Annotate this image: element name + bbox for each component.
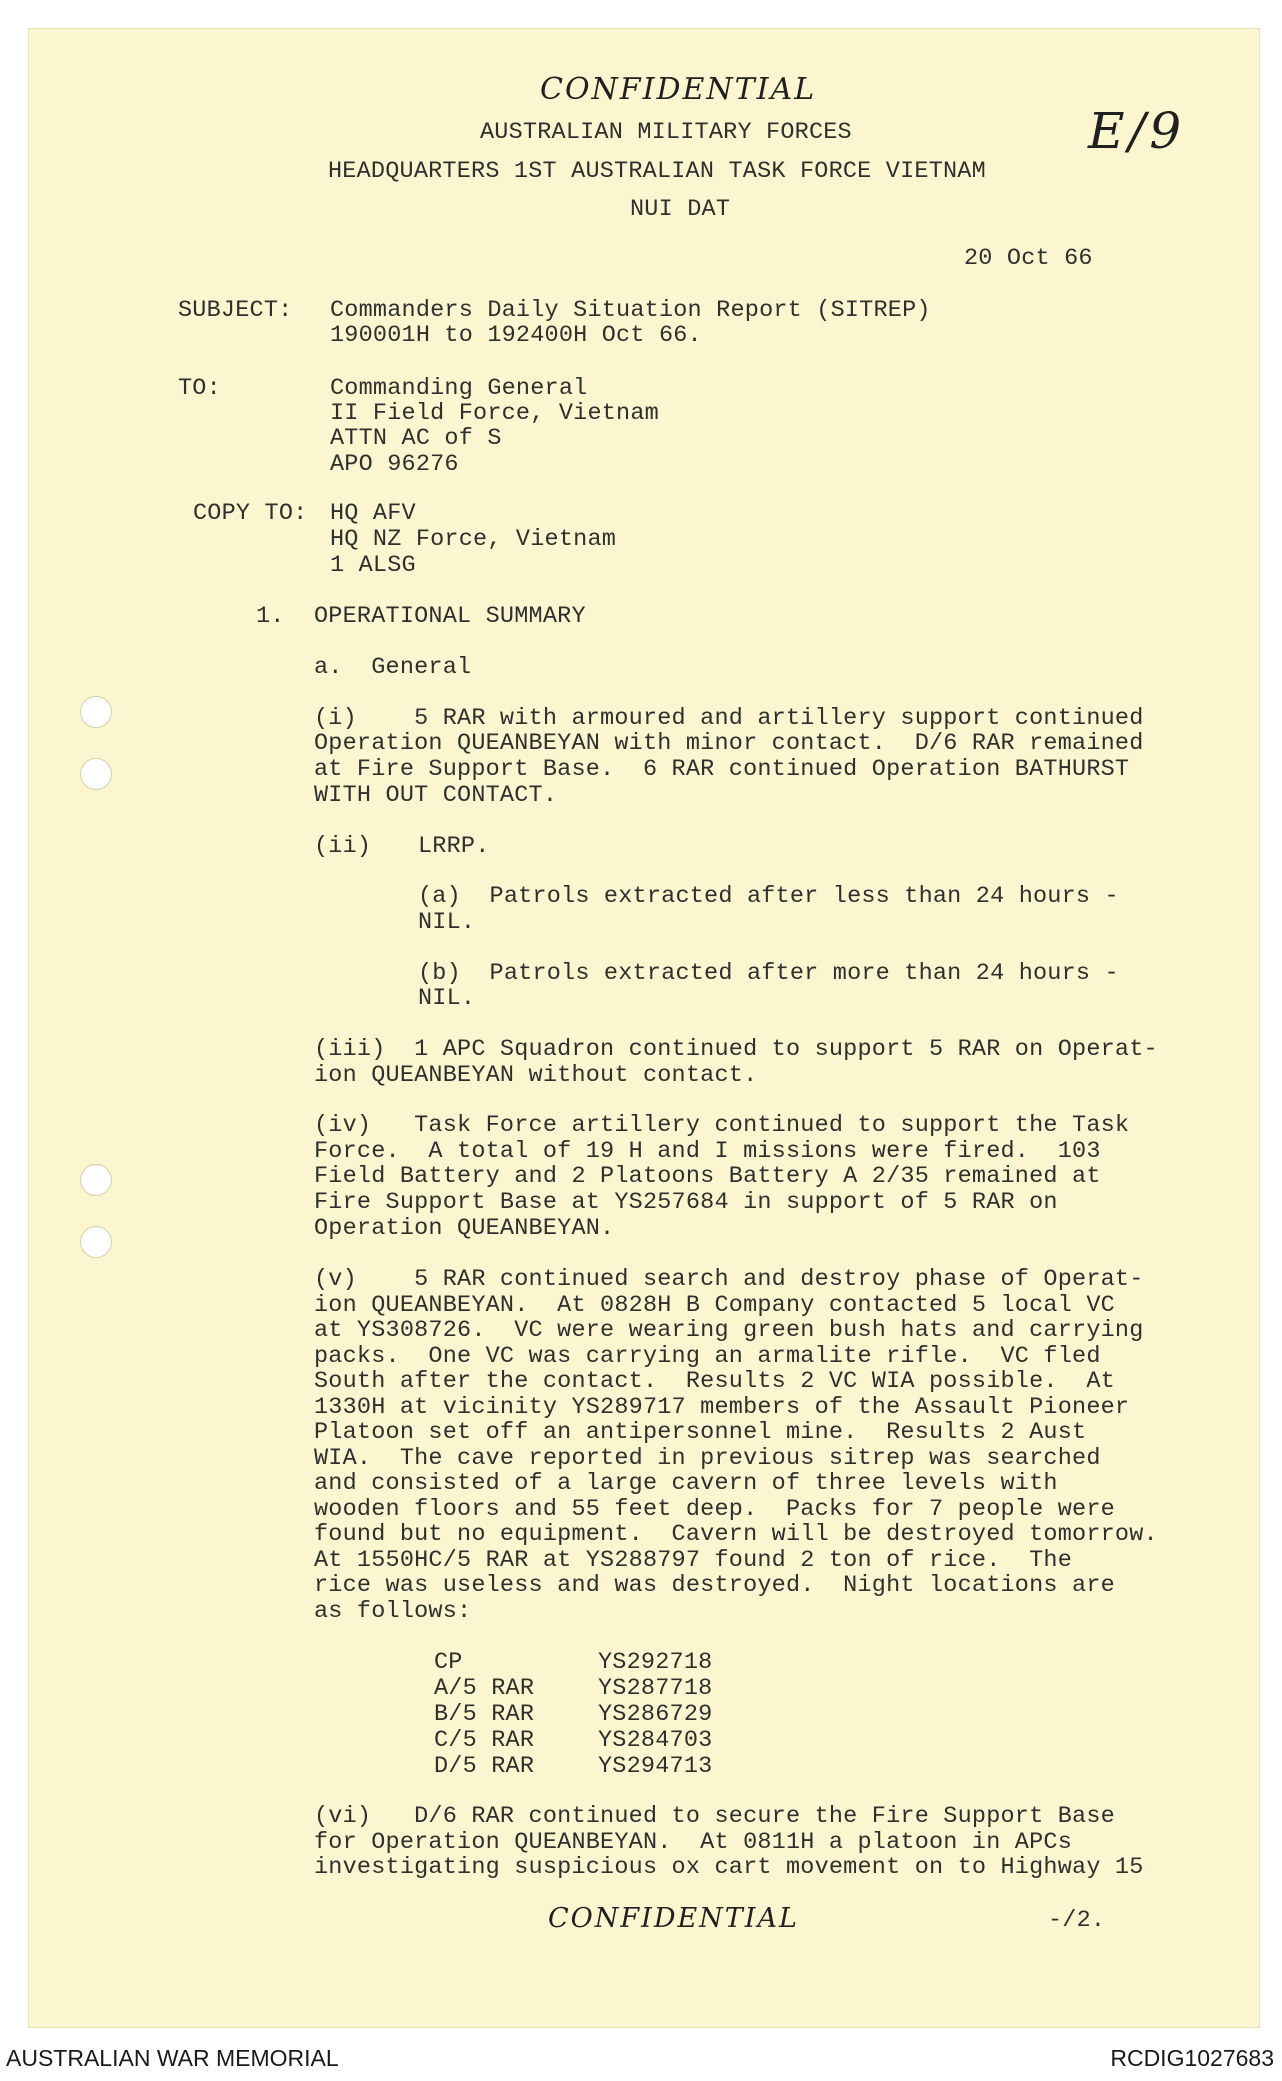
para-vi-line: (vi) D/6 RAR continued to secure the Fire Support Base bbox=[314, 1803, 1115, 1830]
location-grid: YS294713 bbox=[598, 1753, 713, 1780]
para-iv-line: Field Battery and 2 Platoons Battery A 2/35 remained at bbox=[314, 1163, 1101, 1190]
to-label: TO: bbox=[178, 375, 221, 402]
para-iv-line: (iv) Task Force artillery continued to support the Task bbox=[314, 1112, 1130, 1139]
para-ii-b-line: (b) Patrols extracted after more than 24 hours - bbox=[418, 960, 1119, 987]
to-line: ATTN AC of S bbox=[330, 425, 502, 452]
para-v-line: (v) 5 RAR continued search and destroy phase of Operat- bbox=[314, 1266, 1144, 1293]
location-unit: B/5 RAR bbox=[434, 1701, 535, 1728]
location-grid: YS287718 bbox=[598, 1675, 713, 1702]
header-line-1: AUSTRALIAN MILITARY FORCES bbox=[480, 119, 852, 146]
subsection-a: a. General bbox=[314, 654, 472, 681]
location-unit: C/5 RAR bbox=[434, 1727, 535, 1754]
copy-to-label: COPY TO: bbox=[193, 500, 308, 527]
subject-label: SUBJECT: bbox=[178, 297, 293, 324]
section-number: 1. bbox=[256, 603, 285, 630]
location-unit: CP bbox=[434, 1649, 463, 1676]
para-v-line: as follows: bbox=[314, 1598, 472, 1625]
punch-hole bbox=[80, 1226, 112, 1258]
para-ii-b-line: NIL. bbox=[418, 985, 476, 1012]
para-iii-line: (iii) 1 APC Squadron continued to support 5 RAR on Operat- bbox=[314, 1036, 1158, 1063]
para-v-line: at YS308726. VC were wearing green bush hats and carrying bbox=[314, 1317, 1144, 1344]
para-ii-a-line: NIL. bbox=[418, 909, 476, 936]
para-ii-label: (ii) bbox=[314, 833, 372, 860]
para-v-line: found but no equipment. Cavern will be destroyed tomorrow. bbox=[314, 1521, 1158, 1548]
subject-line-1: Commanders Daily Situation Report (SITREP) bbox=[330, 297, 931, 324]
file-code: E/9 bbox=[1088, 102, 1186, 160]
para-i-line: WITH OUT CONTACT. bbox=[314, 782, 558, 809]
page-continuation: -/2. bbox=[1048, 1907, 1106, 1934]
subject-line-2: 190001H to 192400H Oct 66. bbox=[330, 322, 702, 349]
para-v-line: South after the contact. Results 2 VC WIA possible. At bbox=[314, 1368, 1115, 1395]
location-unit: D/5 RAR bbox=[434, 1753, 535, 1780]
para-v-line: 1330H at vicinity YS289717 members of the Assault Pioneer bbox=[314, 1394, 1130, 1421]
para-v-line: rice was useless and was destroyed. Night locations are bbox=[314, 1572, 1115, 1599]
punch-hole bbox=[80, 696, 112, 728]
copy-to-line: 1 ALSG bbox=[330, 552, 416, 579]
para-i-line: at Fire Support Base. 6 RAR continued Operation BATHURST bbox=[314, 756, 1130, 783]
para-vi-line: for Operation QUEANBEYAN. At 0811H a platoon in APCs bbox=[314, 1829, 1073, 1856]
section-title: OPERATIONAL SUMMARY bbox=[314, 603, 586, 630]
para-v-line: At 1550HC/5 RAR at YS288797 found 2 ton of rice. The bbox=[314, 1547, 1073, 1574]
para-ii-title: LRRP. bbox=[418, 833, 490, 860]
para-v-line: packs. One VC was carrying an armalite rifle. VC fled bbox=[314, 1343, 1101, 1370]
header-line-2: HEADQUARTERS 1ST AUSTRALIAN TASK FORCE VIETNAM bbox=[328, 158, 986, 185]
to-line: APO 96276 bbox=[330, 451, 459, 478]
confidential-stamp-top: CONFIDENTIAL bbox=[540, 72, 817, 107]
para-i-line: Operation QUEANBEYAN with minor contact. D/6 RAR remained bbox=[314, 730, 1144, 757]
para-ii-a-line: (a) Patrols extracted after less than 24 hours - bbox=[418, 883, 1119, 910]
confidential-stamp-bottom: CONFIDENTIAL bbox=[548, 1903, 799, 1934]
document-date: 20 Oct 66 bbox=[964, 245, 1093, 272]
para-vi-line: investigating suspicious ox cart movement on to Highway 15 bbox=[314, 1854, 1144, 1881]
copy-to-line: HQ NZ Force, Vietnam bbox=[330, 526, 617, 553]
copy-to-line: HQ AFV bbox=[330, 500, 416, 527]
para-v-line: and consisted of a large cavern of three levels with bbox=[314, 1470, 1058, 1497]
to-line: II Field Force, Vietnam bbox=[330, 400, 659, 427]
para-v-line: ion QUEANBEYAN. At 0828H B Company contacted 5 local VC bbox=[314, 1292, 1115, 1319]
para-iv-line: Operation QUEANBEYAN. bbox=[314, 1215, 615, 1242]
archive-footer-left: AUSTRALIAN WAR MEMORIAL bbox=[6, 2045, 339, 2071]
para-i-line: (i) 5 RAR with armoured and artillery support continued bbox=[314, 705, 1144, 732]
location-unit: A/5 RAR bbox=[434, 1675, 535, 1702]
location-grid: YS286729 bbox=[598, 1701, 713, 1728]
to-line: Commanding General bbox=[330, 375, 588, 402]
punch-hole bbox=[80, 1164, 112, 1196]
para-v-line: Platoon set off an antipersonnel mine. Results 2 Aust bbox=[314, 1419, 1087, 1446]
archive-footer-right: RCDIG1027683 bbox=[1110, 2045, 1274, 2071]
header-line-3: NUI DAT bbox=[630, 196, 731, 223]
location-grid: YS292718 bbox=[598, 1649, 713, 1676]
document-page bbox=[28, 28, 1260, 2028]
para-v-line: WIA. The cave reported in previous sitrep was searched bbox=[314, 1445, 1101, 1472]
location-grid: YS284703 bbox=[598, 1727, 713, 1754]
para-iv-line: Fire Support Base at YS257684 in support of 5 RAR on bbox=[314, 1189, 1058, 1216]
punch-hole bbox=[80, 758, 112, 790]
para-iv-line: Force. A total of 19 H and I missions were fired. 103 bbox=[314, 1138, 1101, 1165]
para-iii-line: ion QUEANBEYAN without contact. bbox=[314, 1062, 758, 1089]
para-v-line: wooden floors and 55 feet deep. Packs for 7 people were bbox=[314, 1496, 1115, 1523]
